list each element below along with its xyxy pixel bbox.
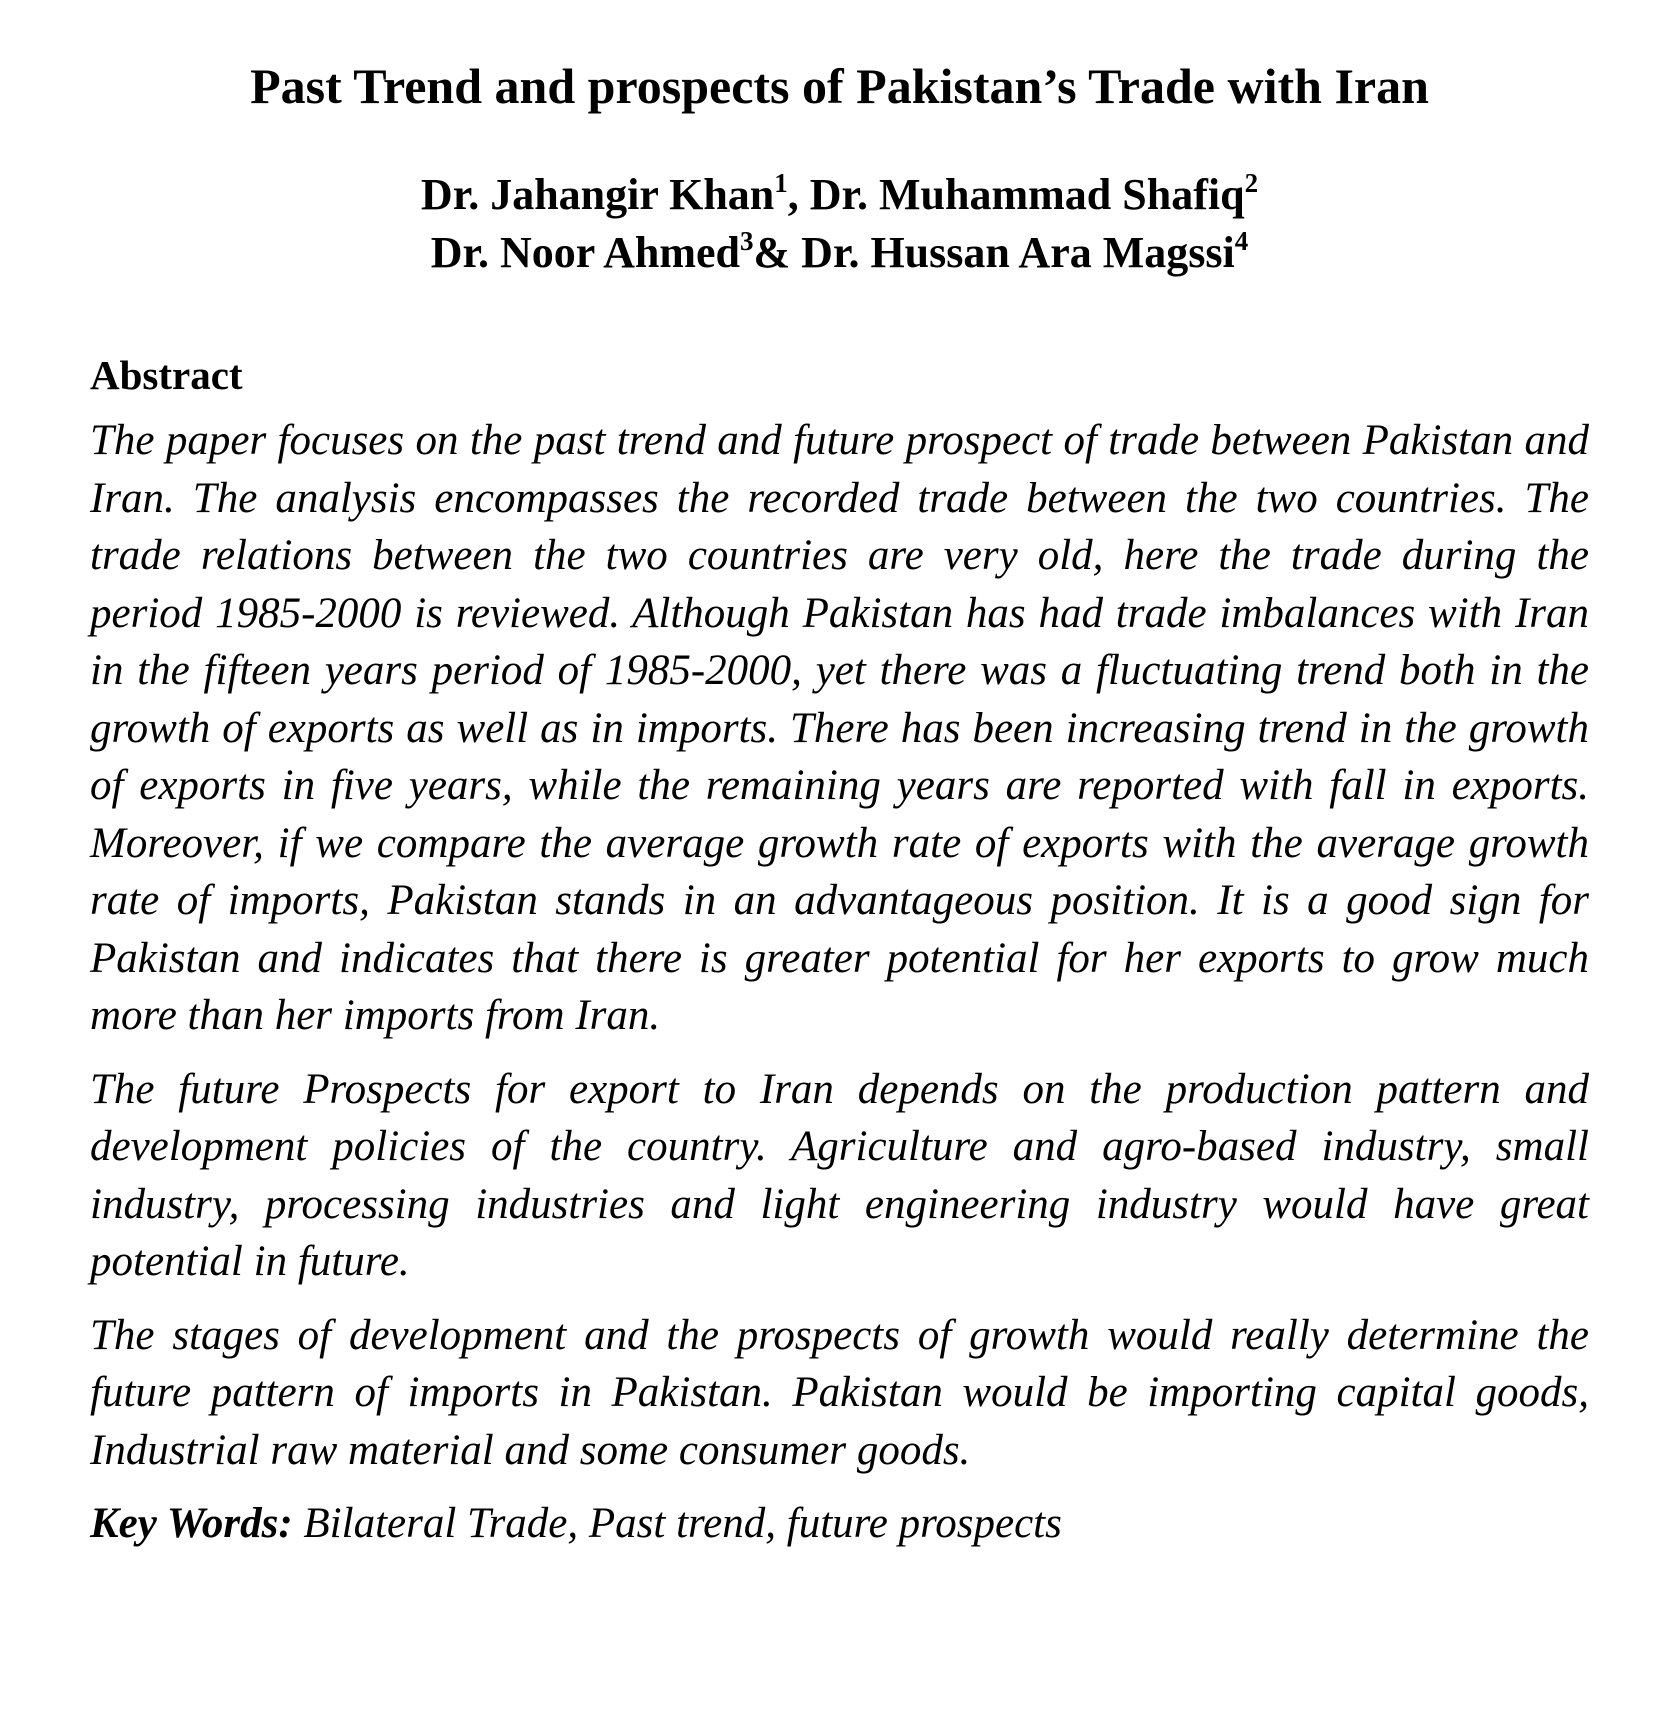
author-line-2 xyxy=(90,224,1589,282)
affiliation-mark: 2 xyxy=(1244,168,1259,198)
abstract-paragraph: The future Prospects for export to Iran depends on the production pattern and development policies of the country. Agriculture and agro-based industry, small industry, processing industries and light engineering industry would have great potential in future. xyxy=(90,1065,1589,1285)
abstract-paragraph: The paper focuses on the past trend and future prospect of trade between Pakistan and Iran. The analysis encompasses the recorded trade between the two countries. The trade relations between the two countries are very old, here the trade during the period 1985-2000 is reviewed. Although Pakistan has had trade imbalances with Iran in the fifteen years period of 1985-2000, yet there was a fluctuating trend both in the growth of exports as well as in imports. There has been increasing trend in the growth of exports in five years, while the remaining years are reported with fall in exports. Moreover, if we compare the average growth rate of exports with the average growth rate of imports, Pakistan stands in an advantageous position. It is a good sign for Pakistan and indicates that there is greater potential for her exports to grow much more than her imports from Iran. xyxy=(90,417,1589,1039)
author-line-1 xyxy=(90,166,1589,224)
author-name: Dr. Noor Ahmed xyxy=(430,228,741,277)
abstract-paragraph: The stages of development and the prospects of growth would really determine the future pattern of imports in Pakistan. Pakistan would be importing capital goods, Industrial raw material and some consumer goods. xyxy=(90,1311,1589,1474)
keywords-text: Bilateral Trade, Past trend, future prospects xyxy=(292,1500,1062,1547)
author-block xyxy=(90,166,1589,282)
keywords-line xyxy=(90,1495,1589,1553)
affiliation-mark: 4 xyxy=(1234,226,1249,256)
affiliation-mark: 1 xyxy=(774,168,788,198)
keywords-label: Key Words: xyxy=(90,1500,293,1547)
author-separator: , xyxy=(787,170,810,219)
author-name: Dr. Muhammad Shafiq xyxy=(809,170,1245,219)
author-separator: & xyxy=(753,228,802,277)
paper-title: Past Trend and prospects of Pakistan’s Trade with Iran xyxy=(250,58,1429,114)
author-name: Dr. Jahangir Khan xyxy=(420,170,775,219)
abstract-heading: Abstract xyxy=(90,352,243,398)
author-name: Dr. Hussan Ara Magssi xyxy=(801,228,1235,277)
affiliation-mark: 3 xyxy=(740,226,754,256)
